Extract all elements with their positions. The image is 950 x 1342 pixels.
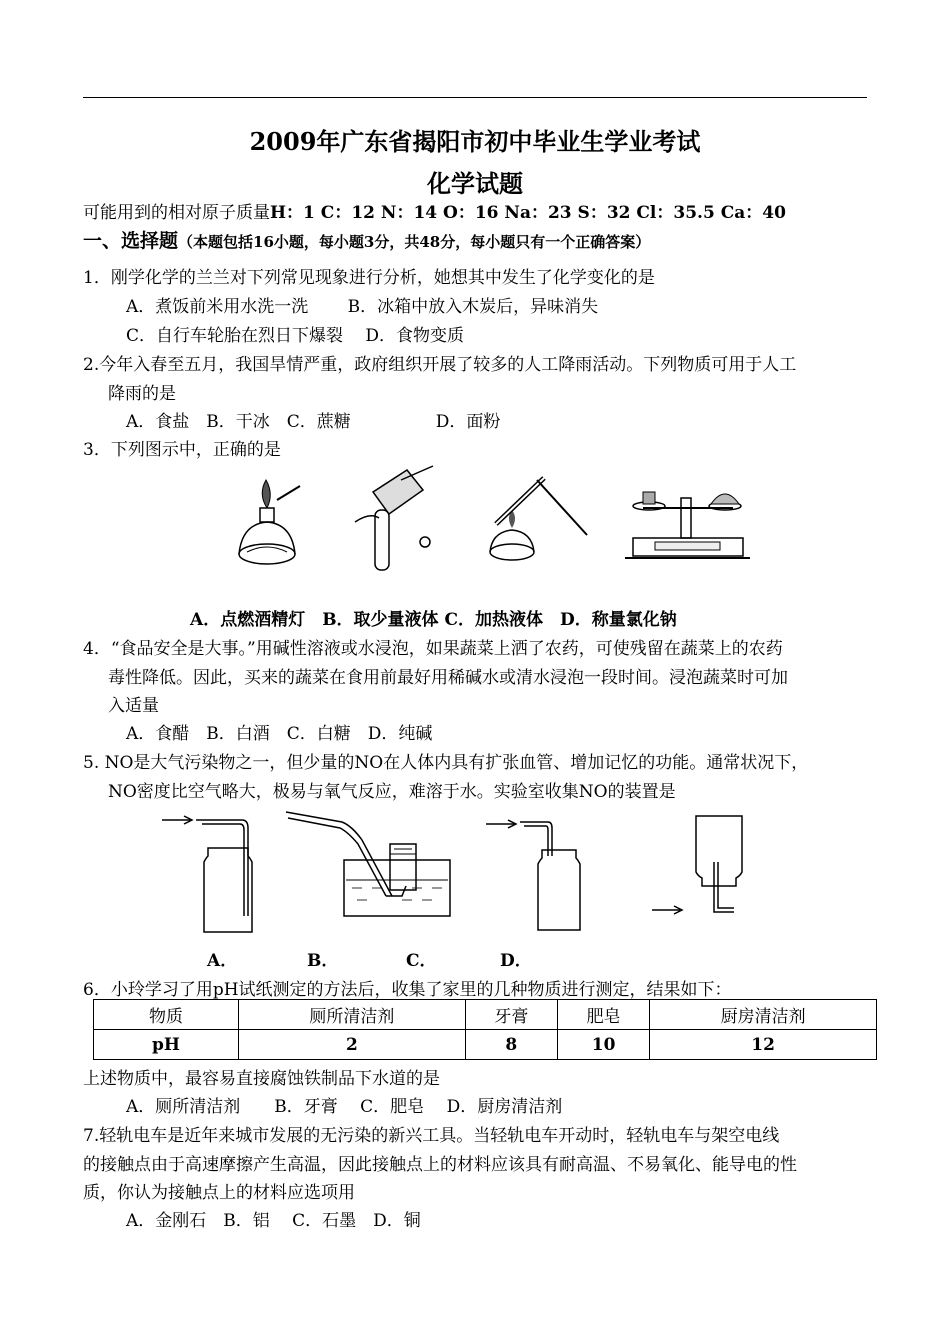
q6-stem: 6．小玲学习了用pH试纸测定的方法后，收集了家里的几种物质进行测定，结果如下： <box>83 980 732 1000</box>
q5-stem-2: NO密度比空气略大，极易与氧气反应，难溶于水。实验室收集NO的装置是 <box>108 782 676 802</box>
q7-stem-1: 7.轻轨电车是近年来城市发展的无污染的新兴工具。当轻轨电车开动时，轻轨电车与架空电线 <box>83 1126 780 1146</box>
q4-stem-3: 入适量 <box>108 696 159 716</box>
q2-options: A．食盐 B．干冰 C．蔗糖 D．面粉 <box>126 412 501 432</box>
q7-options: A．金刚石 B．铝 C．石墨 D．铜 <box>126 1211 421 1231</box>
section-title: 一、选择题 <box>83 230 179 252</box>
table-cell: 10 <box>557 1030 649 1060</box>
inverted-bottle-diagram <box>650 812 750 922</box>
q1-options-1: A．煮饭前米用水洗一洗 B．冰箱中放入木炭后，异味消失 <box>126 297 599 317</box>
table-header-cell: 肥皂 <box>557 1000 649 1030</box>
q5-stem-1: 5. NO是大气污染物之一，但少量的NO在人体内具有扩张血管、增加记忆的功能。通常状况下， <box>83 753 809 773</box>
table-cell: 2 <box>239 1030 466 1060</box>
section-heading <box>83 226 650 253</box>
q1-stem: 1．刚学化学的兰兰对下列常见现象进行分析，她想其中发生了化学变化的是 <box>83 268 655 288</box>
exam-subtitle: 化学试题 <box>427 169 523 198</box>
balance-scale-diagram <box>625 478 750 563</box>
table-cell: 12 <box>650 1030 877 1060</box>
heating-liquid-diagram <box>482 470 592 570</box>
q5-label-c: C． <box>406 951 437 971</box>
q7-stem-2: 的接触点由于高速摩擦产生高温，因此接触点上的材料应该具有耐高温、不易氧化、能导电的性 <box>83 1155 797 1175</box>
table-cell: pH <box>94 1030 239 1060</box>
q1-options-2: C．自行车轮胎在烈日下爆裂 D．食物变质 <box>126 326 465 346</box>
atomic-mass-line <box>83 198 786 223</box>
q5-label-a: A． <box>207 951 238 971</box>
table-header-row <box>94 1000 877 1030</box>
q2-stem-2: 降雨的是 <box>108 384 176 404</box>
section-note: （本题包括16小题，每小题3分，共48分，每小题只有一个正确答案） <box>178 233 651 251</box>
q5-label-b: B． <box>307 951 339 971</box>
q4-stem-2: 毒性降低。因此，买来的蔬菜在食用前最好用稀碱水或清水浸泡一段时间。浸泡蔬菜时可加 <box>108 668 788 688</box>
q4-stem-1: 4．“食品安全是大事。”用碱性溶液或水浸泡，如果蔬菜上洒了农药，可使残留在蔬菜上的农药 <box>83 639 783 659</box>
table-header-cell: 厨房清洁剂 <box>650 1000 877 1030</box>
q3-stem: 3．下列图示中，正确的是 <box>83 440 281 460</box>
table-header-cell: 物质 <box>94 1000 239 1030</box>
pouring-liquid-diagram <box>345 462 440 574</box>
atomic-mass-values: H：1 C：12 N：14 O：16 Na：23 S：32 Cl：35.5 Ca：40 <box>270 203 786 223</box>
table-header-cell: 牙膏 <box>465 1000 557 1030</box>
table-header-cell: 厕所清洁剂 <box>239 1000 466 1030</box>
q6-options: A．厕所清洁剂 B．牙膏 C．肥皂 D．厨房清洁剂 <box>126 1097 563 1117</box>
table-cell: 8 <box>465 1030 557 1060</box>
q2-stem-1: 2.今年入春至五月，我国旱情严重，政府组织开展了较多的人工降雨活动。下列物质可用于人工 <box>83 355 797 375</box>
gas-bottle-long-in-diagram <box>160 808 260 936</box>
water-displacement-diagram <box>282 810 452 920</box>
q6-question: 上述物质中，最容易直接腐蚀铁制品下水道的是 <box>83 1069 440 1089</box>
q4-options: A．食醋 B．白酒 C．白糖 D．纯碱 <box>126 724 433 744</box>
top-rule <box>83 97 867 98</box>
q3-options: A．点燃酒精灯 B．取少量液体 C．加热液体 D．称量氯化钠 <box>190 610 677 630</box>
q5-label-d: D． <box>500 951 532 971</box>
gas-bottle-short-in-diagram <box>484 816 584 936</box>
alcohol-lamp-lighting-diagram <box>232 472 302 572</box>
ph-table <box>93 999 877 1060</box>
atomic-mass-prefix: 可能用到的相对原子质量 <box>83 203 270 223</box>
exam-title: 2009年广东省揭阳市初中毕业生学业考试 <box>249 127 701 156</box>
table-row <box>94 1030 877 1060</box>
q7-stem-3: 质，你认为接触点上的材料应选项用 <box>83 1183 355 1203</box>
